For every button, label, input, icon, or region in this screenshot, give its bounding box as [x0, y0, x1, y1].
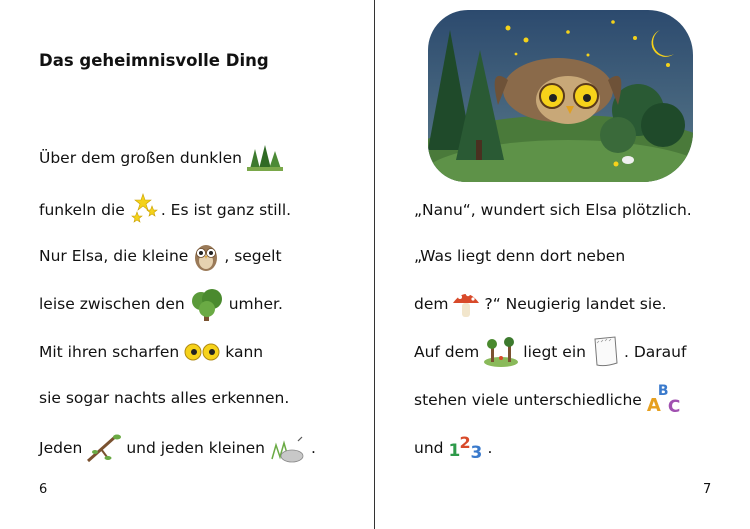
text-line	[414, 288, 667, 320]
text-line	[414, 240, 625, 272]
text-segment: leise zwischen den	[39, 295, 185, 313]
night-owl-illustration	[428, 10, 693, 182]
text-segment: kann	[225, 343, 264, 361]
story-title: Das geheimnisvolle Ding	[39, 51, 269, 70]
branch-icon	[85, 431, 123, 465]
text-line	[39, 288, 283, 320]
text-segment: Mit ihren scharfen	[39, 343, 180, 361]
text-segment: liegt ein	[523, 343, 586, 361]
text-segment: Auf dem	[414, 343, 480, 361]
digit-1: 1	[448, 441, 461, 461]
right-page	[375, 0, 750, 529]
text-segment: und	[414, 439, 444, 457]
paper-sheet-icon	[589, 335, 621, 369]
text-line	[414, 432, 492, 464]
stone-icon	[268, 433, 308, 463]
text-segment: Nur Elsa, die kleine	[39, 247, 189, 265]
text-line	[414, 384, 684, 416]
text-segment: . Darauf	[623, 343, 687, 361]
text-segment: dem	[414, 295, 449, 313]
stars-icon	[128, 192, 158, 228]
text-segment: „Nanu“, wundert sich Elsa plötzlich.	[414, 201, 692, 219]
text-segment: ?“ Neugierig landet sie.	[484, 295, 667, 313]
letter-a: A	[646, 395, 661, 416]
text-line	[39, 142, 288, 174]
forest-icon	[245, 143, 285, 173]
text-segment: .	[311, 439, 316, 457]
mushroom-icon	[451, 287, 481, 321]
text-segment: .	[487, 439, 493, 457]
text-segment: „Was liegt denn dort neben	[414, 247, 626, 265]
letter-c: C	[667, 397, 681, 417]
text-line	[39, 336, 263, 368]
text-line	[39, 194, 291, 226]
text-line	[39, 432, 316, 464]
text-segment: . Es ist ganz still.	[160, 201, 292, 219]
letter-b: B	[657, 383, 669, 399]
owl-icon	[191, 239, 221, 273]
tree-icon	[188, 285, 226, 323]
digit-3: 3	[470, 443, 483, 463]
text-segment: stehen viele unterschiedliche	[414, 391, 642, 409]
owl-eyes-icon	[182, 341, 222, 363]
text-segment: und jeden kleinen	[126, 439, 266, 457]
abc-letters-icon	[645, 383, 681, 417]
numbers-123-icon	[447, 433, 485, 463]
text-line	[39, 382, 289, 414]
text-segment: Jeden	[39, 439, 83, 457]
clearing-icon	[482, 336, 520, 368]
text-line	[414, 336, 686, 368]
text-segment: , segelt	[224, 247, 282, 265]
page-number: 7	[703, 482, 712, 497]
digit-2: 2	[459, 433, 471, 452]
text-segment: umher.	[228, 295, 283, 313]
text-segment: funkeln die	[39, 201, 125, 219]
text-line	[39, 240, 282, 272]
text-segment: sie sogar nachts alles erkennen.	[39, 389, 290, 407]
text-segment: Über dem großen dunklen	[39, 149, 242, 167]
page-number: 6	[39, 482, 48, 497]
text-line	[414, 194, 692, 226]
